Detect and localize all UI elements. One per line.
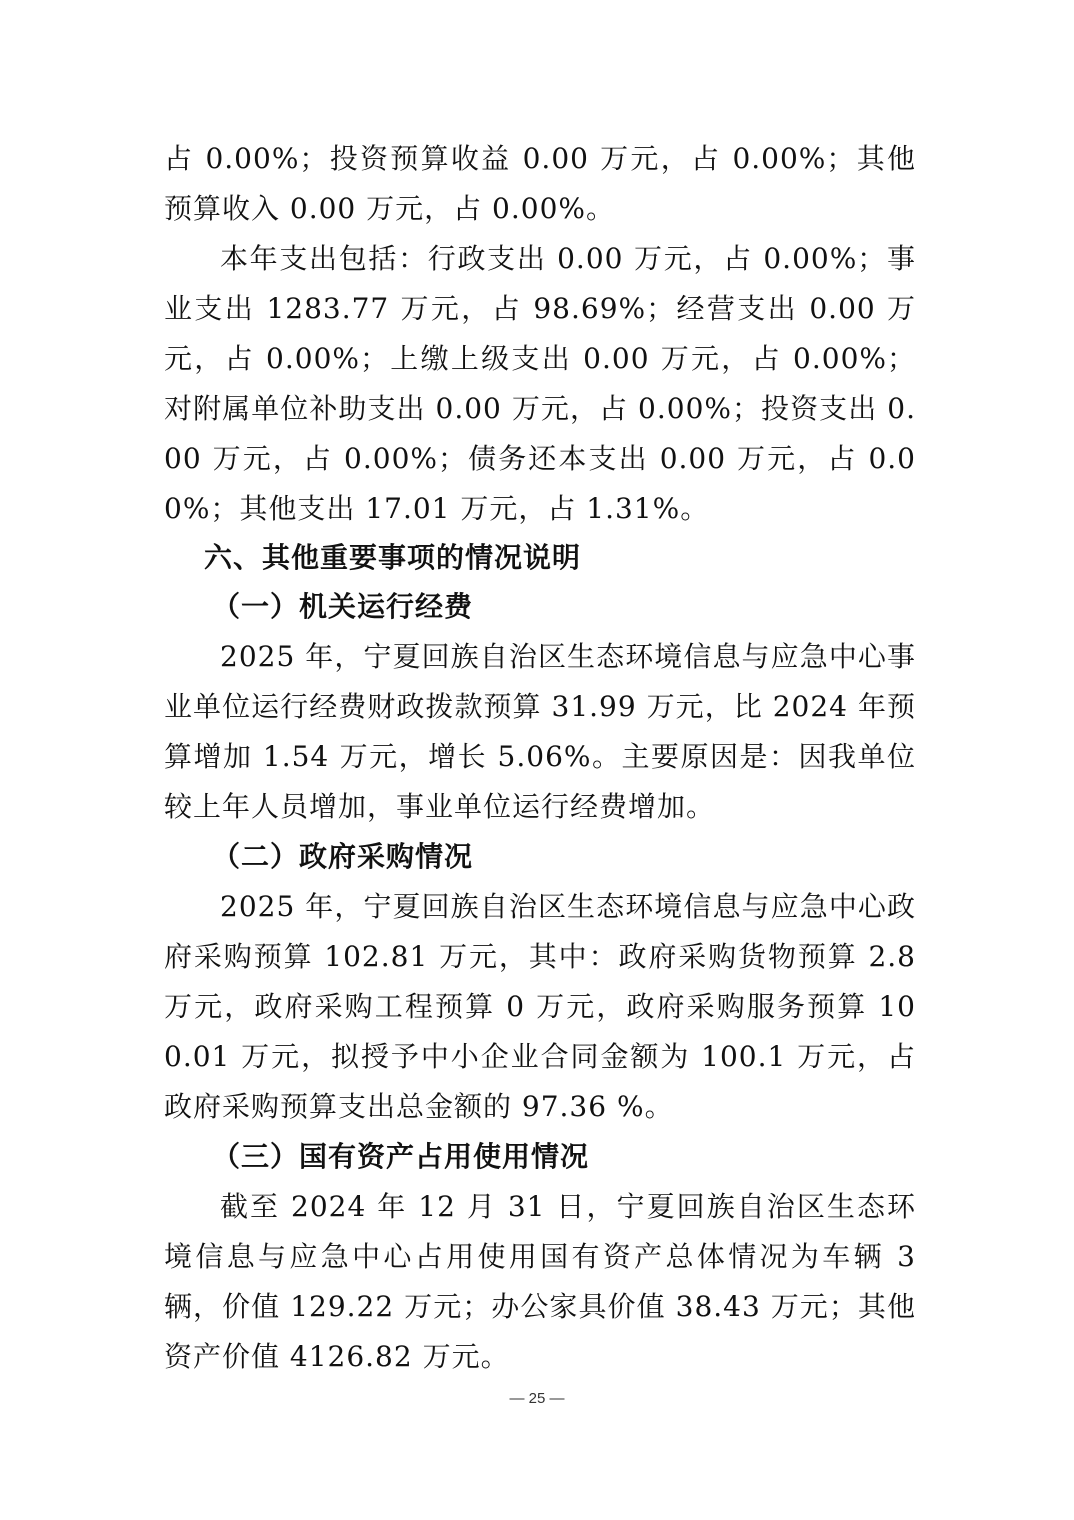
page-body xyxy=(164,134,916,1382)
subheading-government-procurement: （二）政府采购情况 xyxy=(212,840,474,873)
subheading-operating-expenses: （一）机关运行经费 xyxy=(212,590,474,623)
paragraph-operating-expenses: 2025 年，宁夏回族自治区生态环境信息与应急中心事业单位运行经费财政拨款预算 31.99 万元，比 2024 年预算增加 1.54 万元，增长 5.06%。主要原因是：因我单位较上年人员增加，事业单位运行经费增加。 xyxy=(164,640,916,823)
section-heading-other-matters: 六、其他重要事项的情况说明 xyxy=(204,541,582,574)
paragraph-income-continued: 占 0.00%；投资预算收益 0.00 万元，占 0.00%；其他预算收入 0.00 万元，占 0.00%。 xyxy=(164,142,916,225)
subheading-state-assets: （三）国有资产占用使用情况 xyxy=(212,1140,590,1173)
page-number: — 25 — xyxy=(509,1390,565,1407)
paragraph-government-procurement: 2025 年，宁夏回族自治区生态环境信息与应急中心政府采购预算 102.81 万元，其中：政府采购货物预算 2.8 万元，政府采购工程预算 0 万元，政府采购服务预算 100.01 万元，拟授予中小企业合同金额为 100.1 万元，占政府采购预算支出总金额的 97.36 %。 xyxy=(164,890,916,1123)
paragraph-state-assets: 截至 2024 年 12 月 31 日，宁夏回族自治区生态环境信息与应急中心占用使用国有资产总体情况为车辆 3 辆，价值 129.22 万元；办公家具价值 38.43 万元；其他资产价值 4126.82 万元。 xyxy=(164,1190,916,1373)
paragraph-expenditure: 本年支出包括：行政支出 0.00 万元，占 0.00%；事业支出 1283.77 万元，占 98.69%；经营支出 0.00 万元，占 0.00%；上缴上级支出 0.00 万元，占 0.00%；对附属单位补助支出 0.00 万元，占 0.00%；投资支出 0.00 万元，占 0.00%；债务还本支出 0.00 万元，占 0.00%；其他支出 17.01 万元，占 1.31%。 xyxy=(164,242,916,525)
